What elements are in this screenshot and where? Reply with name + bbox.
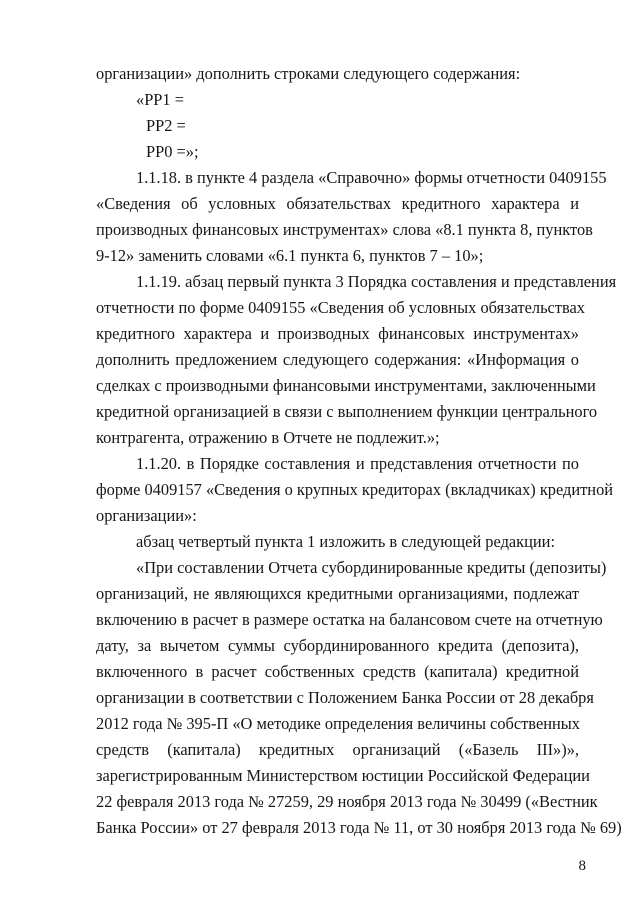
- text-line: организации в соответствии с Положением Банка России от 28 декабря: [96, 688, 594, 707]
- text-line: кредитной организацией в связи с выполнением функции центрального: [96, 402, 598, 421]
- text-line: «При составлении Отчета субординированные кредиты (депозиты): [136, 558, 607, 577]
- text-line: средств (капитала) кредитных организаций («Базель III»)»,: [96, 740, 579, 759]
- text-line: 9-12» заменить словами «6.1 пункта 6, пунктов 7 – 10»;: [96, 246, 484, 265]
- text-line: Банка России» от 27 февраля 2013 года № 11, от 30 ноября 2013 года № 69): [96, 818, 622, 837]
- text-line: включенного в расчет собственных средств (капитала) кредитной: [96, 662, 579, 681]
- text-line: контрагента, отражению в Отчете не подлежит.»;: [96, 428, 440, 447]
- text-line: «РР1 =: [136, 90, 184, 109]
- page-number: 8: [578, 858, 586, 874]
- text-line: производных финансовых инструментах» слова «8.1 пункта 8, пунктов: [96, 220, 593, 239]
- text-line: 1.1.18. в пункте 4 раздела «Справочно» формы отчетности 0409155: [136, 168, 607, 187]
- text-line: организации»:: [96, 506, 197, 525]
- text-line: кредитного характера и производных финансовых инструментах»: [96, 324, 579, 343]
- text-line: дату, за вычетом суммы субординированного кредита (депозита),: [96, 636, 579, 655]
- text-line: 2012 года № 395-П «О методике определения величины собственных: [96, 714, 580, 733]
- text-line: зарегистрированным Министерством юстиции Российской Федерации: [96, 766, 590, 785]
- text-line: РР0 =»;: [146, 142, 199, 161]
- text-line: РР2 =: [146, 116, 186, 135]
- text-line: дополнить предложением следующего содержания: «Информация о: [96, 350, 579, 369]
- text-line: 22 февраля 2013 года № 27259, 29 ноября 2013 года № 30499 («Вестник: [96, 792, 598, 811]
- text-line: «Сведения об условных обязательствах кредитного характера и: [96, 194, 579, 213]
- text-line: сделках с производными финансовыми инструментами, заключенными: [96, 376, 596, 395]
- text-line: 1.1.20. в Порядке составления и представления отчетности по: [136, 454, 579, 473]
- text-line: организации» дополнить строками следующего содержания:: [96, 64, 521, 83]
- text-line: 1.1.19. абзац первый пункта 3 Порядка составления и представления: [136, 272, 617, 291]
- text-line: включению в расчет в размере остатка на балансовом счете на отчетную: [96, 610, 603, 629]
- text-line: отчетности по форме 0409155 «Сведения об условных обязательствах: [96, 298, 585, 317]
- text-line: абзац четвертый пункта 1 изложить в следующей редакции:: [136, 532, 556, 551]
- text-line: форме 0409157 «Сведения о крупных кредиторах (вкладчиках) кредитной: [96, 480, 614, 499]
- text-line: организаций, не являющихся кредитными организациями, подлежат: [96, 584, 579, 603]
